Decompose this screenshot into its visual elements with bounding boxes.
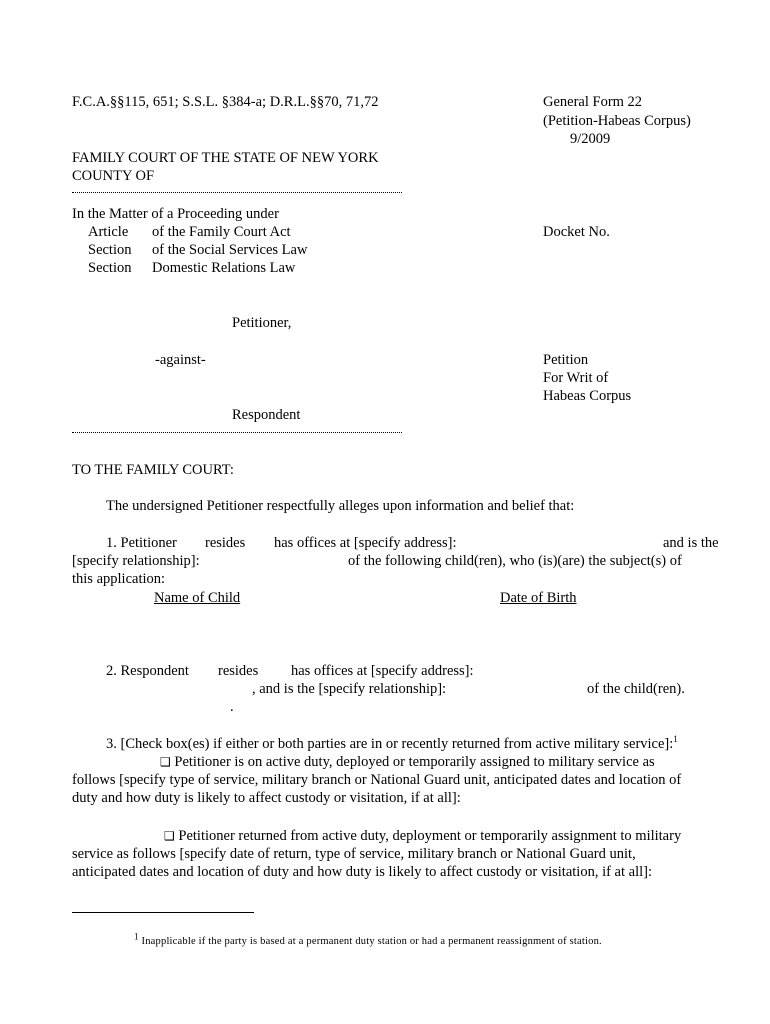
caption-matter: In the Matter of a Proceeding under: [72, 206, 279, 222]
p1-and-is-the: and is the: [663, 535, 719, 551]
p1-application: this application:: [72, 571, 166, 587]
form-date: 9/2009: [570, 131, 611, 147]
p2-offices: has offices at [specify address]:: [291, 663, 474, 679]
p2-of-children: of the child(ren).: [587, 681, 685, 697]
caption-section2-text: Domestic Relations Law: [152, 260, 296, 276]
respondent-label: Respondent: [232, 407, 301, 423]
p1-relationship: [specify relationship]:: [72, 553, 200, 569]
p2-and-is: , and is the [specify relationship]:: [252, 681, 447, 697]
column-name-of-child: Name of Child: [154, 590, 241, 606]
petition-title-line1: Petition: [543, 352, 589, 368]
to-court-heading: TO THE FAMILY COURT:: [72, 462, 234, 478]
footnote-ref-mark: 1: [673, 734, 678, 745]
footnote-rule: [72, 912, 254, 913]
caption-section1-text: of the Social Services Law: [152, 242, 308, 258]
p2-respondent: 2. Respondent: [106, 663, 189, 679]
footnote: [134, 933, 602, 951]
caption-section2-label: Section: [88, 260, 132, 276]
returned-duty-checkbox[interactable]: ❑: [164, 829, 175, 843]
court-county: COUNTY OF: [72, 168, 155, 184]
p3-heading-text: 3. [Check box(es) if either or both parties are in or recently returned from active military service]:: [106, 736, 674, 752]
p3b-line1-row: [164, 827, 681, 845]
caption-section1-label: Section: [88, 242, 132, 258]
p3b-line3: anticipated dates and location of duty and how duty is likely to affect custody or visitation, if at all]:: [72, 864, 652, 880]
p1-petitioner: 1. Petitioner: [106, 535, 177, 551]
p1-of-following: of the following child(ren), who (is)(are) the subject(s) of: [348, 553, 682, 569]
docket-number: Docket No.: [543, 224, 610, 240]
caption-bottom-rule: [72, 430, 402, 433]
p3a-line1: Petitioner is on active duty, deployed or temporarily assigned to military service as: [174, 754, 655, 770]
caption-article-label: Article: [88, 224, 129, 240]
p3b-line2: service as follows [specify date of return, type of service, military branch or National Guard unit,: [72, 846, 636, 862]
p3b-line1: Petitioner returned from active duty, deployment or temporarily assignment to military: [178, 828, 682, 844]
intro-paragraph: The undersigned Petitioner respectfully alleges upon information and belief that:: [106, 498, 575, 514]
p3a-line2: follows [specify type of service, military branch or National Guard unit, anticipated dates and location of: [72, 772, 682, 788]
petition-title-line2: For Writ of: [543, 370, 609, 386]
footnote-text: Inapplicable if the party is based at a permanent duty station or had a permanent reassignment of station.: [141, 936, 602, 947]
form-type: (Petition-Habeas Corpus): [543, 113, 691, 129]
statute-citations: F.C.A.§§115, 651; S.S.L. §384-a; D.R.L.§§70, 71,72: [72, 94, 379, 110]
petition-title-line3: Habeas Corpus: [543, 388, 632, 404]
caption-top-rule: [72, 190, 402, 193]
p3a-line1-row: [160, 753, 655, 771]
p2-period: .: [230, 699, 234, 715]
p2-resides: resides: [218, 663, 259, 679]
p3a-line3: duty and how duty is likely to affect custody or visitation, if at all]:: [72, 790, 461, 806]
column-date-of-birth: Date of Birth: [500, 590, 577, 606]
p1-resides: resides: [205, 535, 246, 551]
p3-heading: [106, 735, 678, 753]
form-name: General Form 22: [543, 94, 643, 110]
court-name: FAMILY COURT OF THE STATE OF NEW YORK: [72, 150, 379, 166]
active-duty-checkbox[interactable]: ❑: [160, 755, 171, 769]
caption-article-text: of the Family Court Act: [152, 224, 291, 240]
petitioner-label: Petitioner,: [232, 315, 292, 331]
footnote-mark: 1: [134, 931, 139, 942]
against-label: -against-: [155, 352, 206, 368]
p1-offices: has offices at [specify address]:: [274, 535, 457, 551]
